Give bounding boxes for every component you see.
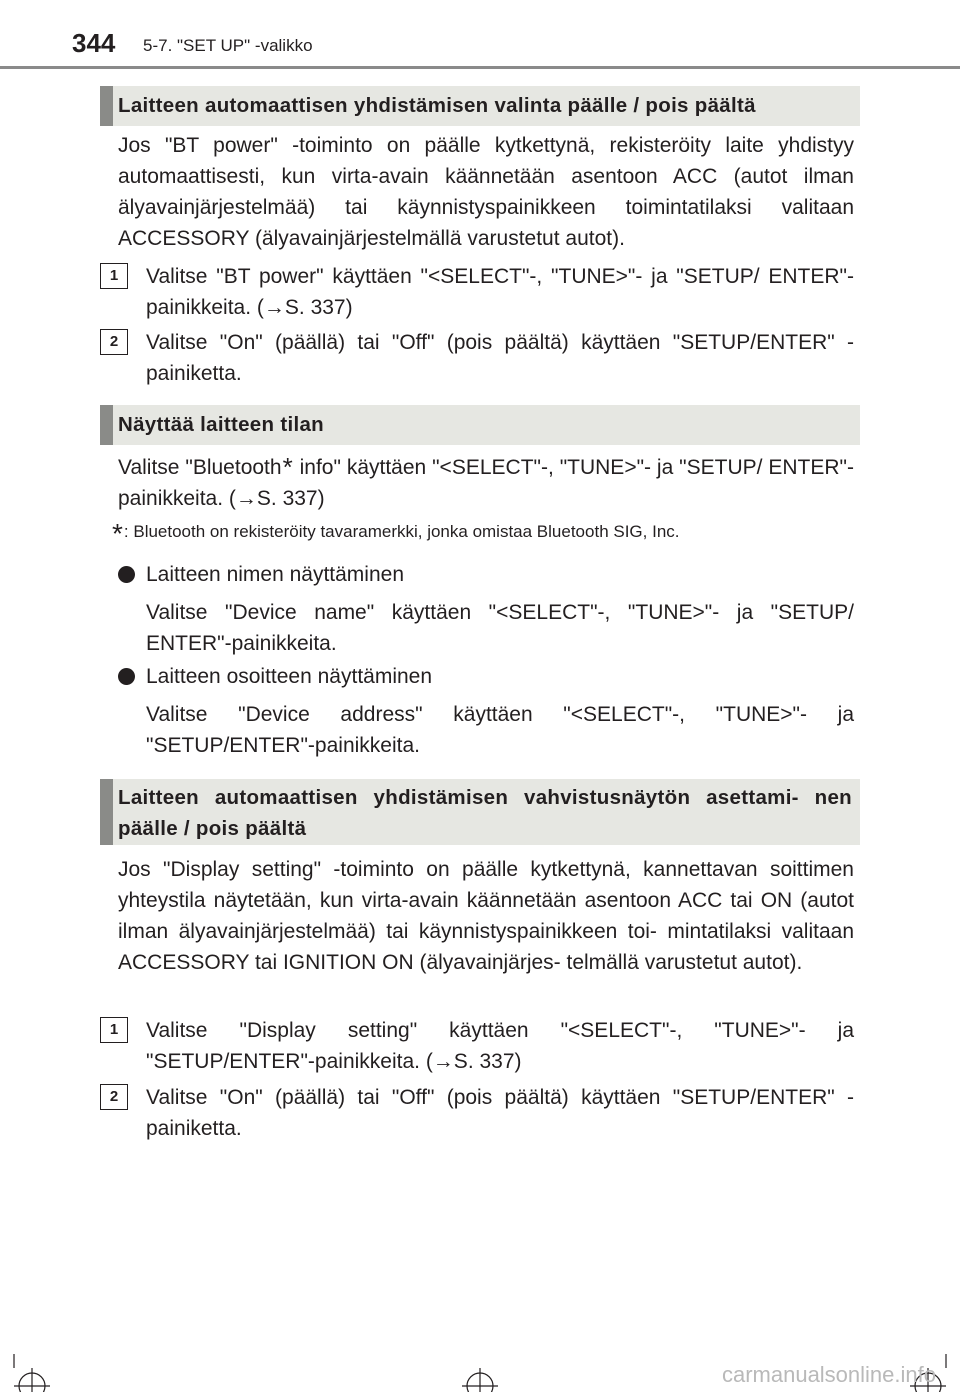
- section2-intro: [118, 452, 854, 514]
- footnote-text: : Bluetooth on rekisteröity tavaramerkki, jonka omistaa Bluetooth SIG, Inc.: [123, 522, 680, 541]
- bullet-label: Laitteen nimen näyttäminen: [146, 563, 404, 586]
- page-number: 344: [72, 28, 116, 58]
- section-heading-device-status: Näyttää laitteen tilan: [100, 405, 860, 445]
- section3-intro: Jos "Display setting" -toiminto on päälle kytkettynä, kannettavan soittimen yhteystila näytetään, kun virta-avain käännetään asentoon ACC tai ON (autot ilman älyavainjärjestelmää) tai käynnistyspainikkeen toi- mintatilaksi valitaan ACCESSORY tai IGNITION ON (älyavainjärjes- telmällä varustetut autot).: [118, 858, 854, 974]
- step-text: Valitse "On" (päällä) tai "Off" (pois päältä) käyttäen "SETUP/ENTER" -painiketta.: [146, 331, 854, 385]
- step-text: Valitse "On" (päällä) tai "Off" (pois päältä) käyttäen "SETUP/ENTER" -painiketta.: [146, 1086, 854, 1140]
- step-number-badge: 1: [100, 1017, 128, 1043]
- page-header: [0, 0, 960, 70]
- bullet-dot-icon: [118, 566, 135, 583]
- step-number-badge: 1: [100, 263, 128, 289]
- step-number-badge: 2: [100, 329, 128, 355]
- step-text: Valitse "Display setting" käyttäen "<SELECT"-, "TUNE>"- ja "SETUP/ENTER"-painikkeita. (→S. 337): [146, 1019, 854, 1073]
- section-heading-auto-connect: Laitteen automaattisen yhdistämisen valinta päälle / pois päältä: [100, 86, 860, 126]
- bullet-device-name-text: Valitse "Device name" käyttäen "<SELECT"-, "TUNE>"- ja "SETUP/ ENTER"-painikkeita.: [146, 601, 854, 655]
- watermark: carmanualsonline.info: [721, 1362, 936, 1387]
- section1-intro: Jos "BT power" -toiminto on päälle kytkettynä, rekisteröity laite yhdistyy automaattisesti, kun virta-avain käännetään asentoon ACC (autot ilman älyavainjärjestelmää) tai käynnistyspainikkeen toimintatilaksi valitaan ACCESSORY (älyavainjärjestelmällä varustetut autot).: [118, 134, 854, 250]
- step-number-badge: 2: [100, 1084, 128, 1110]
- step-text: Valitse "BT power" käyttäen "<SELECT"-, "TUNE>"- ja "SETUP/ ENTER"-painikkeita. (→S. 337): [146, 265, 854, 319]
- footnote-asterisk: *: [112, 518, 123, 549]
- intro-part-2: info" käyttäen "<SELECT"-, "TUNE>"- ja "SETUP/ ENTER"-painikkeita. (→S. 337): [118, 456, 855, 510]
- bullet-label: Laitteen osoitteen näyttäminen: [146, 665, 433, 688]
- bullet-dot-icon: [118, 668, 135, 685]
- bullet-device-address-text: Valitse "Device address" käyttäen "<SELECT"-, "TUNE>"- ja "SETUP/ENTER"-painikkeita.: [146, 703, 854, 757]
- header-rule: [0, 66, 960, 69]
- intro-part-1: Valitse "Bluetooth: [118, 456, 282, 479]
- section-heading-confirmation-display: Laitteen automaattisen yhdistämisen vahvistusnäytön asettami- nen päälle / pois päältä: [100, 779, 860, 845]
- footnote-marker: *: [282, 452, 293, 482]
- trademark-footnote: [112, 519, 680, 547]
- section-reference: 5-7. "SET UP" -valikko: [143, 36, 313, 55]
